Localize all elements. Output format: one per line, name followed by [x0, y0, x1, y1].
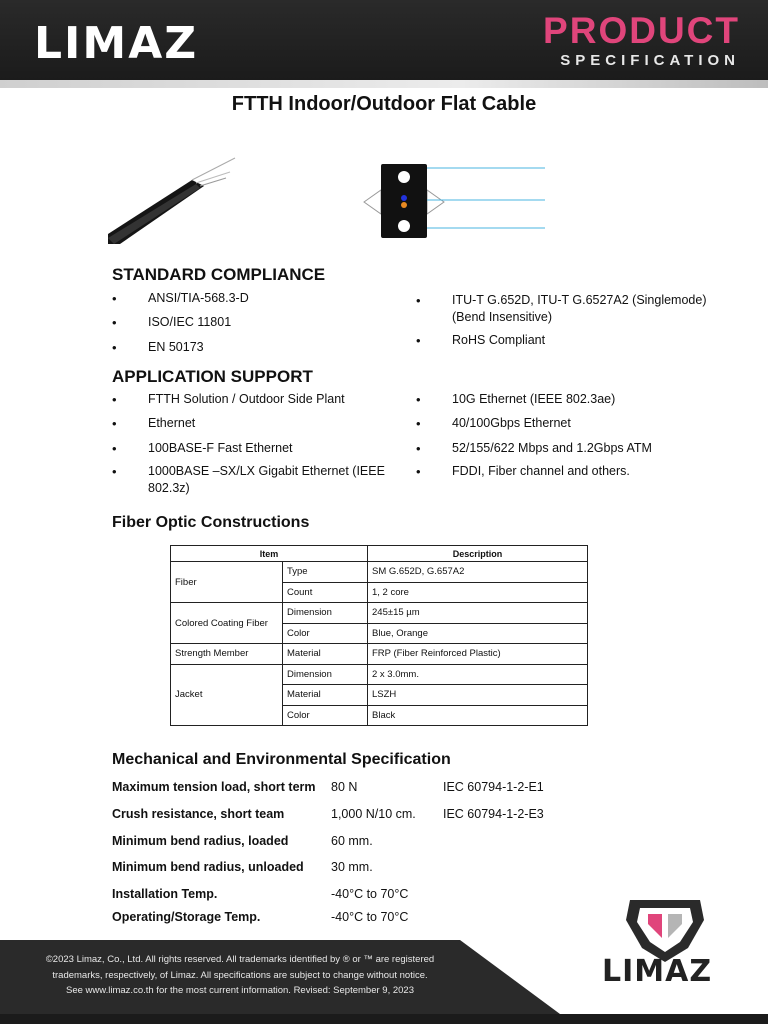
table-row	[171, 664, 588, 685]
spec-label: Crush resistance, short team	[112, 807, 285, 821]
list-item: • FTTH Solution / Outdoor Side Plant	[112, 391, 345, 408]
list-item: • FDDI, Fiber channel and others.	[416, 463, 630, 480]
document-title: FTTH Indoor/Outdoor Flat Cable	[231, 93, 537, 115]
list-item: • RoHS Compliant	[416, 332, 545, 349]
spec-value: 30 mm.	[331, 860, 373, 874]
spec-label: Maximum tension load, short term	[112, 780, 316, 794]
spec-label: Minimum bend radius, loaded	[112, 834, 289, 848]
table-cell: Material	[283, 685, 368, 706]
spec-label: Installation Temp.	[112, 887, 218, 901]
spec-row	[112, 780, 632, 798]
header-divider	[0, 80, 768, 88]
list-item: • Ethernet	[112, 415, 195, 432]
table-cell: Count	[283, 582, 368, 603]
table-cell: Jacket	[171, 664, 283, 726]
list-item: • EN 50173	[112, 339, 204, 356]
spec-label: Minimum bend radius, unloaded	[112, 860, 304, 874]
table-cell: Material	[283, 644, 368, 665]
table-cell: Strength Member	[171, 644, 283, 665]
footer-base-bar	[0, 1014, 768, 1024]
fiber-optic-heading: Fiber Optic Constructions	[112, 514, 310, 531]
copyright-line: ©2023 Limaz, Co., Ltd. All rights reserved. All trademarks identified by ® or ™ are registered	[45, 954, 435, 965]
mechanical-heading: Mechanical and Environmental Specification	[112, 751, 451, 768]
specification-label: SPECIFICATION	[560, 52, 740, 69]
list-item: • ITU-T G.652D, ITU-T G.6527A2 (Singlemode) (Bend Insensitive)	[416, 292, 707, 326]
fiber-construction-table	[170, 545, 588, 726]
column-header-description: Description	[368, 546, 588, 562]
table-cell: 245±15 µm	[368, 603, 588, 624]
list-item: • ANSI/TIA-568.3-D	[112, 290, 249, 307]
spec-standard: IEC 60794-1-2-E1	[443, 780, 544, 794]
list-item: • 1000BASE –SX/LX Gigabit Ethernet (IEEE 802.3z)	[112, 463, 385, 497]
spec-value: 1,000 N/10 cm.	[331, 807, 416, 821]
copyright-line: trademarks, respectively, of Limaz. All specifications are subject to change without notice.	[52, 969, 428, 981]
list-item: • ISO/IEC 11801	[112, 314, 231, 331]
flat-cable-photo	[100, 150, 570, 250]
table-cell: Fiber	[171, 562, 283, 603]
table-cell: Color	[283, 705, 368, 726]
spec-row	[112, 887, 632, 905]
list-item: • 52/155/622 Mbps and 1.2Gbps ATM	[416, 440, 652, 457]
spec-value: -40°C to 70°C	[331, 910, 409, 924]
table-cell: Colored Coating Fiber	[171, 603, 283, 644]
spec-row	[112, 834, 632, 852]
standard-compliance-heading: STANDARD COMPLIANCE	[112, 265, 326, 284]
table-cell: FRP (Fiber Reinforced Plastic)	[368, 644, 588, 665]
table-row	[171, 644, 588, 665]
table-cell: Dimension	[283, 664, 368, 685]
brand-logo: LIMAZ	[34, 18, 199, 69]
table-cell: LSZH	[368, 685, 588, 706]
list-item: • 10G Ethernet (IEEE 802.3ae)	[416, 391, 615, 408]
copyright-line: See www.limaz.co.th for the most current information. Revised: September 9, 2023	[66, 985, 414, 996]
spec-row	[112, 860, 632, 878]
spec-value: 60 mm.	[331, 834, 373, 848]
column-header-item: Item	[171, 546, 368, 562]
list-item: • 40/100Gbps Ethernet	[416, 415, 571, 432]
table-cell: 1, 2 core	[368, 582, 588, 603]
table-cell: Type	[283, 562, 368, 583]
spec-row	[112, 910, 632, 928]
spec-row	[112, 807, 632, 825]
table-row	[171, 562, 588, 583]
table-header-row	[171, 546, 588, 562]
table-cell: Dimension	[283, 603, 368, 624]
spec-label: Operating/Storage Temp.	[112, 910, 261, 924]
footer	[0, 940, 768, 1024]
product-label: PRODUCT	[543, 10, 740, 51]
table-row	[171, 603, 588, 624]
table-cell: 2 x 3.0mm.	[368, 664, 588, 685]
table-cell: Black	[368, 705, 588, 726]
copyright-notice	[10, 952, 470, 999]
application-support-heading: APPLICATION SUPPORT	[112, 367, 313, 386]
table-cell: Color	[283, 623, 368, 644]
list-item: • 100BASE-F Fast Ethernet	[112, 440, 293, 457]
footer-brand-logo: LIMAZ	[602, 954, 713, 989]
table-cell: Blue, Orange	[368, 623, 588, 644]
spec-value: -40°C to 70°C	[331, 887, 409, 901]
spec-standard: IEC 60794-1-2-E3	[443, 807, 544, 821]
spec-value: 80 N	[331, 780, 358, 794]
cable-images	[100, 150, 570, 250]
cable-cross-section	[364, 164, 545, 238]
table-cell: SM G.652D, G.657A2	[368, 562, 588, 583]
header-bar	[0, 0, 768, 80]
